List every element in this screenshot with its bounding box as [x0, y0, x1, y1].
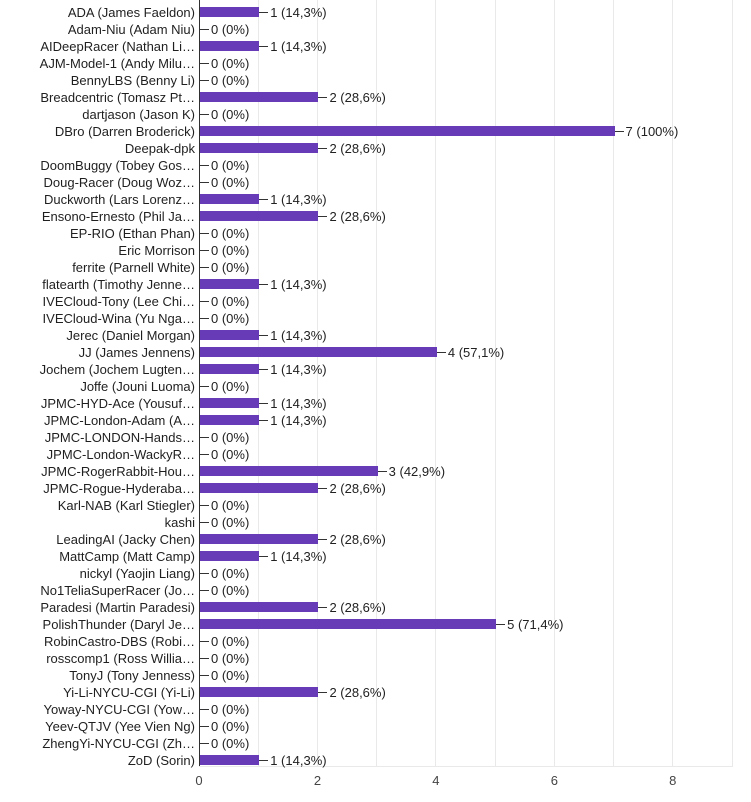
gridline	[732, 0, 733, 767]
y-axis-line	[199, 0, 200, 767]
value-annotation: 2 (28,6%)	[329, 684, 386, 700]
annotation-stem	[259, 284, 268, 285]
category-label: Eric Morrison	[118, 242, 195, 258]
category-label: dartjason (Jason K)	[82, 106, 195, 122]
category-label: MattCamp (Matt Camp)	[59, 548, 195, 564]
value-annotation: 1 (14,3%)	[270, 327, 327, 343]
category-label: kashi	[164, 514, 195, 530]
category-label: EP-RIO (Ethan Phan)	[70, 225, 195, 241]
x-axis	[0, 771, 751, 791]
bar[interactable]	[200, 126, 615, 136]
annotation-stem	[200, 641, 209, 642]
category-label: Paradesi (Martin Paradesi)	[40, 599, 195, 615]
gridline	[376, 0, 377, 767]
bar[interactable]	[200, 619, 496, 629]
annotation-stem	[200, 743, 209, 744]
category-label: Joffe (Jouni Luoma)	[80, 378, 195, 394]
value-annotation: 0 (0%)	[211, 378, 250, 394]
bar[interactable]	[200, 755, 259, 765]
annotation-stem	[259, 420, 268, 421]
value-annotation: 2 (28,6%)	[329, 208, 386, 224]
category-label: Karl-NAB (Karl Stiegler)	[57, 497, 195, 513]
gridline	[554, 0, 555, 767]
category-label: RobinCastro-DBS (Robi…	[44, 633, 195, 649]
value-annotation: 1 (14,3%)	[270, 361, 327, 377]
category-label: Adam-Niu (Adam Niu)	[67, 21, 195, 37]
annotation-stem	[200, 573, 209, 574]
annotation-stem	[200, 454, 209, 455]
value-annotation: 0 (0%)	[211, 718, 250, 734]
value-annotation: 0 (0%)	[211, 565, 250, 581]
annotation-stem	[318, 488, 327, 489]
category-label: JPMC-HYD-Ace (Yousuf…	[40, 395, 195, 411]
category-label: Yi-Li-NYCU-CGI (Yi-Li)	[63, 684, 195, 700]
value-annotation: 0 (0%)	[211, 582, 250, 598]
annotation-stem	[200, 182, 209, 183]
value-annotation: 0 (0%)	[211, 667, 250, 683]
category-label: Deepak-dpk	[124, 140, 195, 156]
gridline	[613, 0, 614, 767]
x-axis-tick-label: 0	[195, 773, 203, 788]
bar[interactable]	[200, 534, 318, 544]
category-label: JPMC-LONDON-Hands…	[44, 429, 195, 445]
category-label: DoomBuggy (Tobey Gos…	[40, 157, 195, 173]
annotation-stem	[496, 624, 505, 625]
value-annotation: 2 (28,6%)	[329, 480, 386, 496]
annotation-stem	[200, 114, 209, 115]
value-annotation: 5 (71,4%)	[507, 616, 564, 632]
bar[interactable]	[200, 347, 437, 357]
value-annotation: 4 (57,1%)	[447, 344, 505, 360]
category-label: flatearth (Timothy Jenne…	[42, 276, 195, 292]
gridline	[495, 0, 496, 767]
category-label: DBro (Darren Broderick)	[54, 123, 195, 139]
annotation-stem	[259, 46, 268, 47]
x-axis-tick-label: 4	[432, 773, 440, 788]
category-label: rosscomp1 (Ross Willia…	[46, 650, 195, 666]
value-annotation: 0 (0%)	[211, 242, 250, 258]
gridline	[672, 0, 673, 767]
annotation-stem	[200, 726, 209, 727]
plot-area	[199, 0, 732, 767]
bar[interactable]	[200, 398, 259, 408]
gridline	[435, 0, 436, 767]
annotation-stem	[200, 709, 209, 710]
annotation-stem	[259, 335, 268, 336]
annotation-stem	[318, 97, 327, 98]
value-annotation: 0 (0%)	[211, 446, 250, 462]
annotation-stem	[200, 522, 209, 523]
annotation-stem	[259, 403, 268, 404]
value-annotation: 0 (0%)	[211, 157, 250, 173]
category-label: JPMC-RogerRabbit-Hou…	[41, 463, 195, 479]
value-annotation: 0 (0%)	[211, 55, 250, 71]
bar[interactable]	[200, 7, 259, 17]
annotation-stem	[200, 233, 209, 234]
annotation-stem	[200, 505, 209, 506]
value-annotation: 2 (28,6%)	[329, 140, 386, 156]
category-label: ADA (James Faeldon)	[67, 4, 195, 20]
category-label: ferrite (Parnell White)	[72, 259, 195, 275]
value-annotation: 0 (0%)	[211, 497, 250, 513]
gridline	[317, 0, 318, 767]
category-label: LeadingAI (Jacky Chen)	[56, 531, 195, 547]
value-annotation: 0 (0%)	[211, 701, 250, 717]
bar[interactable]	[200, 194, 259, 204]
annotation-stem	[259, 556, 268, 557]
bar[interactable]	[200, 551, 259, 561]
category-label: BennyLBS (Benny Li)	[70, 72, 195, 88]
value-annotation: 0 (0%)	[211, 633, 250, 649]
category-label: JPMC-London-WackyR…	[46, 446, 195, 462]
category-label: PolishThunder (Daryl Je…	[42, 616, 195, 632]
value-annotation: 1 (14,3%)	[270, 191, 327, 207]
annotation-stem	[259, 369, 268, 370]
value-annotation: 1 (14,3%)	[270, 4, 327, 20]
category-label: nickyl (Yaojin Liang)	[79, 565, 195, 581]
annotation-stem	[200, 318, 209, 319]
annotation-stem	[615, 131, 624, 132]
annotation-stem	[200, 80, 209, 81]
annotation-stem	[200, 63, 209, 64]
annotation-stem	[318, 539, 327, 540]
bar[interactable]	[200, 279, 259, 289]
value-annotation: 0 (0%)	[211, 259, 250, 275]
value-annotation: 0 (0%)	[211, 106, 250, 122]
category-label: JJ (James Jennens)	[78, 344, 195, 360]
category-label: No1TeliaSuperRacer (Jo…	[40, 582, 195, 598]
annotation-stem	[378, 471, 387, 472]
value-annotation: 0 (0%)	[211, 293, 250, 309]
value-annotation: 0 (0%)	[211, 225, 250, 241]
x-axis-tick-label: 6	[550, 773, 558, 788]
value-annotation: 0 (0%)	[211, 429, 250, 445]
category-label: Doug-Racer (Doug Woz…	[43, 174, 195, 190]
category-label: AIDeepRacer (Nathan Li…	[40, 38, 195, 54]
x-axis-tick-label: 8	[669, 773, 677, 788]
x-axis-tick-label: 2	[313, 773, 322, 788]
value-annotation: 1 (14,3%)	[270, 395, 327, 411]
annotation-stem	[200, 250, 209, 251]
annotation-stem	[437, 352, 446, 353]
bar[interactable]	[200, 483, 318, 493]
annotation-stem	[200, 301, 209, 302]
annotation-stem	[200, 437, 209, 438]
category-label: JPMC-London-Adam (A…	[44, 412, 195, 428]
value-annotation: 0 (0%)	[211, 310, 250, 326]
annotation-stem	[318, 607, 327, 608]
value-annotation: 2 (28,6%)	[329, 89, 386, 105]
bar[interactable]	[200, 364, 259, 374]
value-annotation: 1 (14,3%)	[270, 412, 327, 428]
gridline	[258, 0, 259, 767]
bar[interactable]	[200, 41, 259, 51]
category-label: IVECloud-Tony (Lee Chi…	[42, 293, 195, 309]
value-annotation: 1 (14,3%)	[270, 548, 327, 564]
annotation-stem	[200, 590, 209, 591]
annotation-stem	[200, 386, 209, 387]
value-annotation: 3 (42,9%)	[388, 463, 446, 479]
value-annotation: 7 (100%)	[625, 123, 679, 139]
value-annotation: 0 (0%)	[211, 650, 250, 666]
annotation-stem	[200, 165, 209, 166]
value-annotation: 1 (14,3%)	[270, 752, 327, 768]
value-annotation: 0 (0%)	[211, 21, 250, 37]
bar[interactable]	[200, 143, 318, 153]
bar[interactable]	[200, 92, 318, 102]
category-label: IVECloud-Wina (Yu Nga…	[42, 310, 195, 326]
category-label: TonyJ (Tony Jenness)	[69, 667, 195, 683]
value-annotation: 1 (14,3%)	[270, 276, 327, 292]
value-annotation: 0 (0%)	[211, 735, 250, 751]
annotation-stem	[259, 760, 268, 761]
category-label: JPMC-Rogue-Hyderaba…	[43, 480, 195, 496]
value-annotation: 2 (28,6%)	[329, 599, 386, 615]
annotation-stem	[200, 675, 209, 676]
value-annotation: 2 (28,6%)	[329, 531, 386, 547]
annotation-stem	[259, 12, 268, 13]
annotation-stem	[318, 148, 327, 149]
category-label: Yeev-QTJV (Yee Vien Ng)	[45, 718, 195, 734]
bar[interactable]	[200, 211, 318, 221]
annotation-stem	[318, 216, 327, 217]
value-annotation: 0 (0%)	[211, 174, 250, 190]
value-annotation: 1 (14,3%)	[270, 38, 327, 54]
category-label: AJM-Model-1 (Andy Milu…	[39, 55, 195, 71]
category-label: ZoD (Sorin)	[127, 752, 195, 768]
category-label: Breadcentric (Tomasz Pt…	[40, 89, 195, 105]
category-label: Duckworth (Lars Lorenz…	[44, 191, 195, 207]
bar[interactable]	[200, 415, 259, 425]
annotation-stem	[200, 29, 209, 30]
annotation-stem	[318, 692, 327, 693]
category-label: Jochem (Jochem Lugten…	[39, 361, 195, 377]
annotation-stem	[200, 658, 209, 659]
category-label: ZhengYi-NYCU-CGI (Zh…	[42, 735, 195, 751]
value-annotation: 0 (0%)	[211, 514, 250, 530]
bar[interactable]	[200, 602, 318, 612]
category-label: Yoway-NYCU-CGI (Yow…	[43, 701, 195, 717]
annotation-stem	[200, 267, 209, 268]
bar[interactable]	[200, 687, 318, 697]
category-label: Ensono-Ernesto (Phil Ja…	[41, 208, 195, 224]
category-label: Jerec (Daniel Morgan)	[66, 327, 195, 343]
bar[interactable]	[200, 466, 378, 476]
value-annotation: 0 (0%)	[211, 72, 250, 88]
bar[interactable]	[200, 330, 259, 340]
annotation-stem	[259, 199, 268, 200]
